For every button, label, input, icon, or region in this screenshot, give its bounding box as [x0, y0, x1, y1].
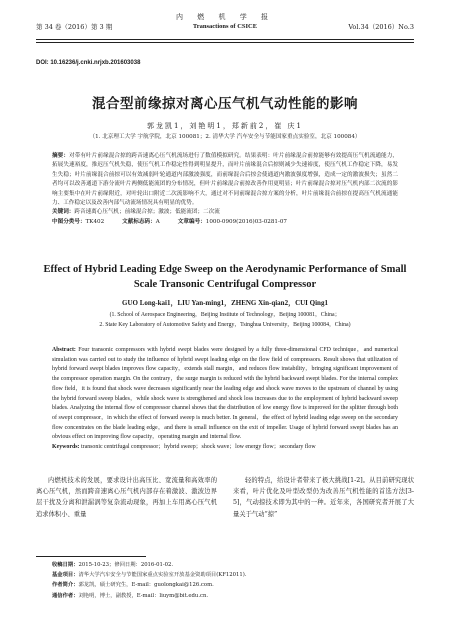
volume-issue-en: Vol.34（2016）No.3	[348, 23, 414, 31]
footnote-received	[52, 560, 414, 570]
article-value: 1000-0909(2016)03-0281-07	[205, 218, 287, 225]
affiliation-en-line: (1. School of Aerospace Engineering，Beijing Institute of Technology，Beijing 100081，China；	[109, 312, 341, 318]
footnote-corresponding	[52, 591, 414, 601]
abstract-cn	[52, 152, 398, 208]
journal-name-cn: 内 燃 机 学 报	[176, 13, 274, 21]
doc-label: 文献标志码：	[122, 218, 156, 225]
affiliation-en-line: 2. State Key Laboratory of Automotive Safety and Energy，Tsinghua University，Beijing 100084，China)	[99, 321, 351, 328]
received-label: 收稿日期：	[52, 562, 79, 568]
running-header	[36, 8, 414, 38]
footnote-fund	[52, 570, 414, 580]
keywords-en	[52, 443, 398, 453]
abstract-en-block	[52, 346, 398, 453]
clc-label: 中图分类号：	[52, 218, 86, 225]
authors-en: GUO Long-kai1，LIU Yan-ming1，ZHENG Xin-qian2，CUI Qing1	[122, 299, 328, 307]
affiliation-cn: （1. 北京理工大学 宇航学院，北京 100081；2. 清华大学 汽车安全与节能国家重点实验室，北京 100084）	[89, 134, 361, 140]
abstract-en-label: Abstract:	[52, 347, 76, 353]
keywords-cn	[52, 208, 398, 217]
doc-value: A	[155, 218, 160, 225]
article-number	[178, 218, 287, 227]
author-value: 郭龙凯，硕士研究生，E-mail：guolongkai@126.com.	[78, 582, 214, 589]
volume-issue-cn: 第 34 卷（2016）第 3 期	[36, 23, 113, 31]
journal-name-en: Transactions of CSICE	[192, 23, 258, 30]
clc-value: TK402	[85, 218, 105, 225]
clc-code	[52, 218, 104, 227]
corresponding-label: 通信作者：	[52, 592, 79, 599]
title-en: Effect of Hybrid Leading Edge Sweep on the Aerodynamic Performance of Small Scale Transonic Centrifugal Compressor	[43, 264, 407, 290]
footnote	[52, 560, 414, 601]
abstract-cn-block	[52, 152, 398, 227]
author-label: 作者简介：	[52, 582, 79, 589]
fund-value: 清华大学汽车安全与节能国家重点实验室开放基金资助项目(KF12011).	[78, 572, 247, 579]
received-value: 2015-10-23；修回日期：2016-01-02.	[78, 562, 174, 568]
classification-row	[52, 218, 398, 227]
abstract-en	[52, 346, 398, 443]
header-rule	[36, 39, 414, 40]
keywords-en-label: Keywords:	[52, 444, 80, 451]
fund-label: 基金项目：	[52, 572, 79, 579]
doi: DOI: 10.16236/j.cnki.nrjxb.201603038	[36, 60, 141, 66]
doc-code	[122, 218, 160, 227]
footnote-rule	[36, 556, 146, 557]
body-column-left: 内燃机技术的发展，要求设计出高压比、宽流量和高效率的离心压气机，然而跨音速离心压气机内部存在着激波、激波边界层干扰及分离和泄漏涡等复杂流动现象，再加上车用离心压气机追求体积小、重量	[36, 477, 217, 518]
authors-cn: 郭龙凯1，刘艳明1，郑新前2，崔 庆1	[146, 122, 304, 130]
header-rule-thin	[36, 42, 414, 43]
keywords-en-text: transonic centrifugal compressor；hybrid sweep；shock wave；low energy flow；secondary flow	[80, 444, 316, 451]
title-cn: 混合型前缘掠对离心压气机气动性能的影响	[92, 96, 358, 112]
keywords-cn-label: 关键词：	[52, 209, 75, 216]
affiliation-en	[36, 311, 414, 330]
abstract-cn-text: 对带有叶片前缘混合掠的跨音速离心压气机流场进行了数值模拟研究。结果表明：叶片前缘混合前掠能够有效提高压气机流通能力，拓展失速裕度，推迟压气机失稳，使压气机工作稳定性得到明显提升，而叶片前缘混合后掠则减少失速裕度，使压气机工作稳定下降，易发生失稳；叶片前缘混合前掠可以有效减弱叶轮通道内部激波强度，而前缘混合后掠会使通道内激波强度增强，造成一定的激波损失；虽然二者均可以改善通道下游分流叶片两侧低能流团的分布情况，但叶片前缘混合前掠改善作用更明显；叶片前缘混合掠对压气机内部二次流的影响主要集中在叶片前缘附近，对叶轮出口附近二次流影响不大，通过对不同前缘混合掠方案的分析，叶片前缘混合前掠在提高压气机流通能力、工作稳定以及改善内部气动流场情况具有明显的优势。	[52, 153, 398, 207]
corresponding-value: 刘艳明，博士，副教授，E-mail：liuym@bit.edu.cn.	[78, 592, 209, 599]
body-text	[36, 475, 414, 520]
article-label: 文章编号：	[177, 218, 206, 225]
body-column-right: 轻的特点，给设计者带来了极大挑战[1-2]。从目前研究现状来看，叶片优化及叶型改型仍为改善压气机性能的首选方法[3-5]，气动掠技术即为其中的一种。近年来，各国研究者开展了大量关于气动“掠”	[233, 477, 414, 518]
abstract-cn-label: 摘要：	[52, 153, 70, 159]
keywords-cn-text: 跨音速离心压气机；前缘混合掠；激波；低能流团；二次流	[74, 209, 220, 216]
footnote-author	[52, 580, 414, 590]
abstract-en-text: Four transonic compressors with hybrid swept blades were designed by a fully three-dimensional CFD technique，and numerical simulation was carried out to study the influence of hybrid swept leading edge on the flow field of compressors. Result shows that utilization of hybrid forward swept blades improves flow capacity，extends stall margin，and reduces flow instability，bringing significant improvement of the compressor operation margin. On the contrary，the surge margin is reduced with the hybrid backward swept blades. For the internal complex flow field，it is found that shock wave decreases significantly near the leading edge and shock wave moves to the upstream of channel by using the hybrid forward sweep blades，while shock wave is strengthened and shock loss increases due to the employment of hybrid backward sweep blades. Analyzing the internal flow of compressor channel shows that the distribution of low energy flow is improved for the splitter through both of swept compressor，in which the effect of forward sweep is much better. In general，the effect of hybrid leading edge sweep on the secondary flow concentrates on the blade leading edge，and there is small influence on the exit of impeller. Usage of hybrid forward swept blades has an obvious effect on improving flow capacity，operating margin and internal flow.	[52, 347, 399, 441]
